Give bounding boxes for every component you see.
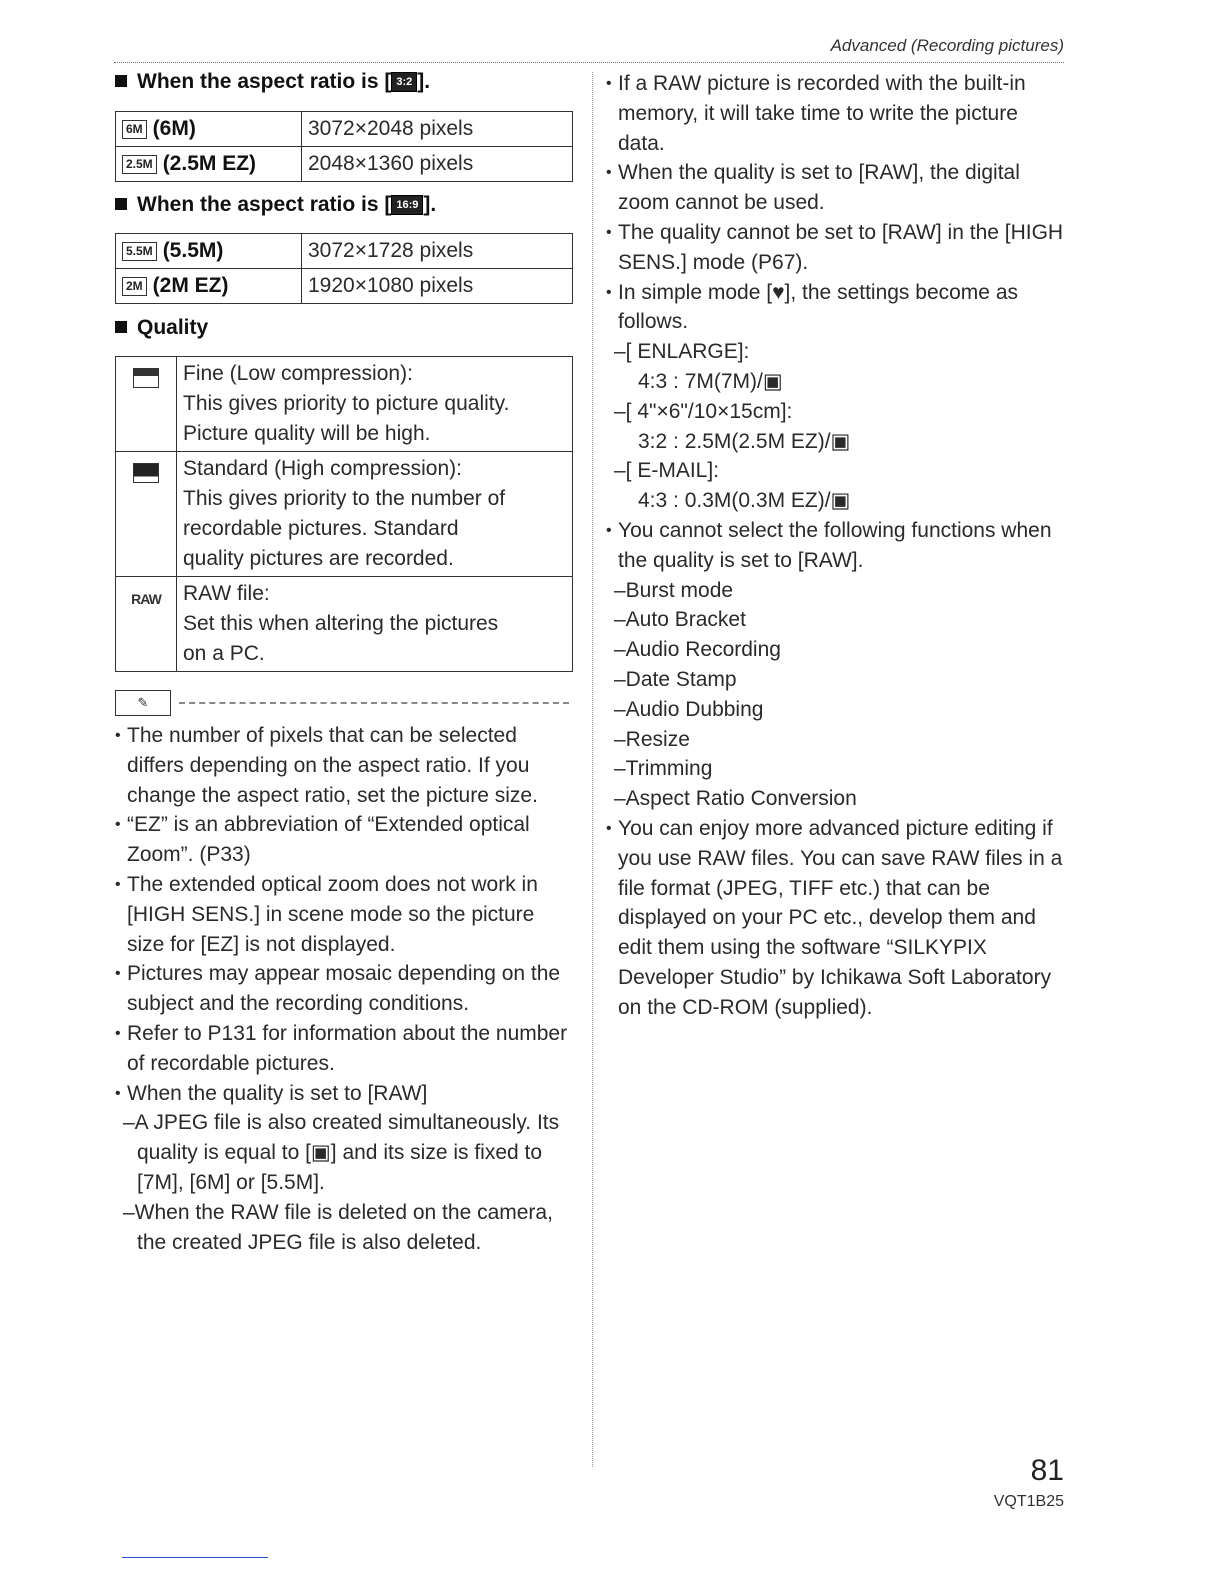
bullet-note: • When the quality is set to [RAW], the digital zoom cannot be used. bbox=[606, 158, 1066, 218]
left-notes bbox=[115, 721, 575, 1257]
pixel-value: 3072×2048 pixels bbox=[302, 112, 573, 147]
quality-desc bbox=[177, 357, 573, 452]
bullet-note: • You cannot select the following functions when the quality is set to [RAW]. bbox=[606, 516, 1066, 576]
size-5-5m-icon: 5.5M bbox=[122, 242, 157, 261]
desc-line: Picture quality will be high. bbox=[183, 422, 431, 445]
dash-item: –[ ENLARGE]: bbox=[614, 340, 750, 364]
document-code: VQT1B25 bbox=[993, 1493, 1064, 1510]
dash-item: –Resize bbox=[614, 727, 690, 751]
heading-text: When the aspect ratio is [ bbox=[137, 70, 392, 93]
size-label: (2M EZ) bbox=[152, 274, 229, 297]
size-2-5m-icon: 2.5M bbox=[122, 155, 157, 174]
desc-line: This gives priority to the number of bbox=[183, 487, 506, 510]
dash-item: –[ E-MAIL]: bbox=[614, 459, 720, 483]
aspect-16-9-icon: 16:9 bbox=[391, 195, 423, 215]
section-header: Advanced (Recording pictures) bbox=[830, 36, 1064, 55]
heading-end: ]. bbox=[417, 70, 431, 93]
bullet-note: • “EZ” is an abbreviation of “Extended optical Zoom”. (P33) bbox=[115, 810, 575, 870]
quality-icon-cell bbox=[116, 452, 177, 577]
dash-item: –Burst mode bbox=[614, 578, 734, 602]
bullet-note: • Refer to P131 for information about the number of recordable pictures. bbox=[115, 1019, 575, 1079]
footer-rule bbox=[122, 1557, 268, 1558]
dash-item: –Date Stamp bbox=[614, 667, 737, 691]
standard-quality-icon bbox=[133, 463, 159, 483]
dash-item: –Aspect Ratio Conversion bbox=[614, 787, 857, 811]
dash-item: –[ 4"×6"/10×15cm]: bbox=[614, 399, 793, 423]
dash-item: –Trimming bbox=[614, 757, 713, 781]
square-bullet-icon bbox=[115, 75, 127, 87]
table-row bbox=[116, 357, 573, 452]
quality-icon-cell bbox=[116, 577, 177, 672]
dashed-rule bbox=[179, 702, 569, 704]
table-row bbox=[116, 234, 573, 269]
desc-line: quality pictures are recorded. bbox=[183, 547, 454, 570]
heading-text: Quality bbox=[137, 316, 209, 339]
heading-quality bbox=[115, 316, 208, 340]
table-row bbox=[116, 452, 573, 577]
pixel-value: 2048×1360 pixels bbox=[302, 147, 573, 182]
bullet-note: • The extended optical zoom does not work in [HIGH SENS.] in scene mode so the picture size for [EZ] is not displayed. bbox=[115, 870, 575, 959]
size-6m-icon: 6M bbox=[122, 120, 147, 139]
bullet-note: • The quality cannot be set to [RAW] in the [HIGH SENS.] mode (P67). bbox=[606, 218, 1066, 278]
size-2m-icon: 2M bbox=[122, 277, 147, 296]
header-rule bbox=[114, 62, 1064, 63]
table-row bbox=[116, 577, 573, 672]
bullet-note: • You can enjoy more advanced picture editing if you use RAW files. You can save RAW files in a file format (JPEG, TIFF etc.) that can be displayed on your PC etc., develop them and edit them using the software “SILKYPIX Developer Studio” by Ichikawa Soft Laboratory on the CD-ROM (supplied). bbox=[606, 814, 1066, 1023]
heading-text: When the aspect ratio is [ bbox=[137, 193, 392, 216]
fine-quality-icon bbox=[133, 368, 159, 388]
note-icon: ✎ bbox=[115, 690, 171, 716]
bullet-note: • Pictures may appear mosaic depending on the subject and the recording conditions. bbox=[115, 959, 575, 1019]
heading-aspect-16-9 bbox=[115, 193, 436, 217]
setting-line: 4:3 : 7M(7M)/▣ bbox=[638, 369, 783, 393]
dash-item: –When the RAW file is deleted on the camera, the created JPEG file is also deleted. bbox=[123, 1200, 553, 1254]
desc-line: on a PC. bbox=[183, 642, 265, 665]
size-cell bbox=[116, 147, 302, 182]
pixel-value: 1920×1080 pixels bbox=[302, 269, 573, 304]
bullet-note: • The number of pixels that can be selected differs depending on the aspect ratio. If you change the aspect ratio, set the picture size. bbox=[115, 721, 575, 810]
size-label: (2.5M EZ) bbox=[162, 152, 257, 175]
size-cell bbox=[116, 112, 302, 147]
size-label: (6M) bbox=[152, 117, 196, 140]
heading-aspect-3-2 bbox=[115, 70, 430, 94]
right-notes bbox=[606, 69, 1066, 1023]
size-cell bbox=[116, 234, 302, 269]
square-bullet-icon bbox=[115, 321, 127, 333]
setting-line: 4:3 : 0.3M(0.3M EZ)/▣ bbox=[638, 489, 851, 513]
size-cell bbox=[116, 269, 302, 304]
dash-item: –Audio Dubbing bbox=[614, 697, 764, 721]
desc-line: Standard (High compression): bbox=[183, 457, 462, 480]
raw-quality-icon: RAW bbox=[131, 591, 161, 607]
desc-line: Fine (Low compression): bbox=[183, 362, 413, 385]
page-number: 81 bbox=[1030, 1454, 1064, 1487]
table-row bbox=[116, 147, 573, 182]
quality-icon-cell bbox=[116, 357, 177, 452]
dash-item: –A JPEG file is also created simultaneously. Its quality is equal to [▣] and its size is fixed to [7M], [6M] or [5.5M]. bbox=[123, 1111, 560, 1194]
table-aspect-3-2 bbox=[115, 111, 573, 182]
desc-line: This gives priority to picture quality. bbox=[183, 392, 510, 415]
aspect-3-2-icon: 3:2 bbox=[391, 72, 417, 92]
square-bullet-icon bbox=[115, 198, 127, 210]
quality-table bbox=[115, 356, 573, 672]
setting-line: 3:2 : 2.5M(2.5M EZ)/▣ bbox=[638, 429, 851, 453]
bullet-note: • When the quality is set to [RAW] bbox=[115, 1079, 575, 1109]
table-row bbox=[116, 269, 573, 304]
pixel-value: 3072×1728 pixels bbox=[302, 234, 573, 269]
desc-line: Set this when altering the pictures bbox=[183, 612, 499, 635]
size-label: (5.5M) bbox=[162, 239, 224, 262]
desc-line: RAW file: bbox=[183, 582, 270, 605]
bullet-note: • If a RAW picture is recorded with the built-in memory, it will take time to write the picture data. bbox=[606, 69, 1066, 158]
column-divider bbox=[592, 72, 593, 1467]
bullet-note: • In simple mode [♥], the settings become as follows. bbox=[606, 278, 1066, 338]
table-row bbox=[116, 112, 573, 147]
quality-desc bbox=[177, 452, 573, 577]
heading-end: ]. bbox=[423, 193, 437, 216]
quality-desc bbox=[177, 577, 573, 672]
note-separator bbox=[115, 690, 573, 716]
desc-line: recordable pictures. Standard bbox=[183, 517, 459, 540]
dash-item: –Audio Recording bbox=[614, 638, 781, 662]
table-aspect-16-9 bbox=[115, 233, 573, 304]
dash-item: –Auto Bracket bbox=[614, 608, 746, 632]
